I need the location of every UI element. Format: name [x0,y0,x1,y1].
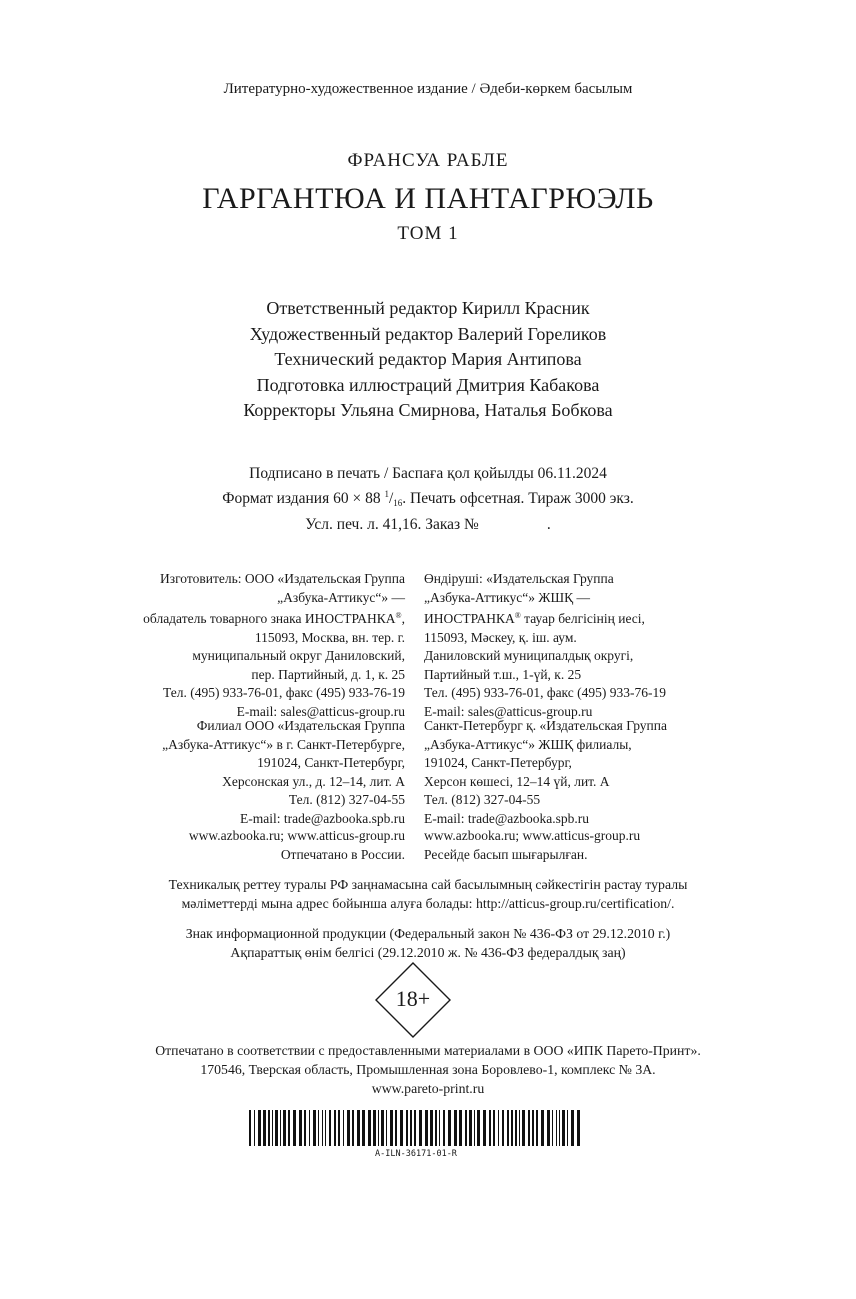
barcode-bar [571,1110,574,1146]
barcode-bar [414,1110,416,1146]
barcode-bar [381,1110,384,1146]
barcode-icon [249,1110,583,1146]
branch-kz-line: Тел. (812) 327-04-55 [424,792,541,807]
barcode-bar [547,1110,550,1146]
age-rating-badge [375,962,451,1038]
barcode-bar [528,1110,530,1146]
barcode-bar [443,1110,445,1146]
manufacturer-ru-line [143,607,405,629]
barcode-bar [390,1110,393,1146]
format-slash: / [388,490,394,507]
barcode-bar [556,1110,557,1146]
barcode-bar [489,1110,491,1146]
manufacturer-kz-email: E-mail: sales@atticus-group.ru [424,703,593,719]
website-links: www.azbooka.ru; www.atticus-group.ru [188,828,405,843]
barcode-bar [318,1110,319,1146]
barcode-bar [322,1110,323,1146]
barcode-bar [515,1110,517,1146]
barcode-bar [368,1110,371,1146]
manufacturer-ru-line: 115093, Москва, вн. тер. г. [254,629,405,645]
barcode-bar [283,1110,286,1146]
manufacturer-kz-line: Өндіруші: «Издательская Группа [424,571,614,586]
barcode-bar [263,1110,266,1146]
manufacturer-ru-line: Тел. (495) 933-76-01, факс (495) 933-76-19 [162,685,405,700]
barcode-bar [272,1110,273,1146]
book-title: ГАРГАНТЮА И ПАНТАГРЮЭЛЬ [202,182,654,215]
manufacturer-ru-email: E-mail: sales@atticus-group.ru [236,703,405,719]
branch-kz [424,717,667,828]
volume-label: ТОМ 1 [397,223,459,244]
info-sign-line: Знак информационной продукции (Федеральный закон № 436-ФЗ от 29.12.2010 г.) [185,926,671,941]
barcode-bar [454,1110,457,1146]
barcode-bar [249,1110,251,1146]
barcode-bar [502,1110,504,1146]
trademark-suffix: тауар белгісінің иесі, [520,611,645,626]
trademark-text: ИНОСТРАНКА [424,611,515,626]
manufacturer-kz-line: 115093, Мәскеу, қ. іш. аум. [424,629,577,645]
barcode-bar [378,1110,379,1146]
barcode-bar [334,1110,336,1146]
staff-credits [0,296,856,424]
manufacturer-ru-line: муниципальный округ Даниловский, [192,648,405,663]
manufacturer-kz-line [424,607,666,629]
manufacturer-ru-line: пер. Партийный, д. 1, к. 25 [251,666,405,682]
barcode-bar [536,1110,538,1146]
branch-kz-email: E-mail: trade@azbooka.spb.ru [424,810,589,826]
barcode-bar [507,1110,509,1146]
printer-url: www.pareto-print.ru [371,1081,485,1096]
barcode-bar [406,1110,408,1146]
barcode-bar [299,1110,302,1146]
barcode-bar [439,1110,440,1146]
manufacturer-kz [424,570,666,721]
genre-line: Литературно-художественное издание / Әдеби-көркем басылым [223,81,633,97]
barcode-bar [293,1110,296,1146]
branch-ru-email: E-mail: trade@azbooka.spb.ru [240,810,405,826]
manufacturer-ru-line: Изготовитель: ООО «Издательская Группа [160,571,405,586]
barcode-bar [448,1110,451,1146]
barcode-label: A-ILN-36171-01-R [375,1149,457,1159]
barcode-bar [400,1110,403,1146]
certification-note [0,876,856,913]
usl-line [0,514,856,535]
staff-line: Художественный редактор Валерий Гореликов [249,323,607,344]
barcode-bar [552,1110,553,1146]
barcode-bar [493,1110,495,1146]
barcode-bar [275,1110,278,1146]
manufacturer-kz-line: Даниловский муниципалдық округі, [424,648,634,663]
barcode-bar [511,1110,513,1146]
format-suffix: . Печать офсетная. Тираж 3000 экз. [402,490,634,507]
barcode-bar [577,1110,580,1146]
trademark-text: обладатель товарного знака ИНОСТРАНКА [143,611,396,626]
barcode-bar [483,1110,486,1146]
websites-kz [424,827,640,864]
format-denominator: 16 [393,498,403,508]
barcode-bar [343,1110,344,1146]
info-sign-note [0,925,856,962]
manufacturer-kz-line: Тел. (495) 933-76-01, факс (495) 933-76-19 [424,685,667,700]
barcode-bar [362,1110,365,1146]
staff-line: Подготовка иллюстраций Дмитрия Кабакова [256,374,600,395]
websites-ru [189,827,405,864]
format-line [0,484,856,514]
barcode-bar [329,1110,331,1146]
printer-line: 170546, Тверская область, Промышленная зона Боровлево-1, комплекс № 3А. [200,1062,656,1077]
barcode-bar [474,1110,475,1146]
barcode-bar [288,1110,290,1146]
branch-ru-line: „Азбука-Аттикус“» в г. Санкт-Петербурге, [162,736,405,752]
barcode-bar [325,1110,326,1146]
author-name: ФРАНСУА РАБЛЕ [347,150,509,171]
registered-mark: ® [514,611,521,620]
barcode-bar [386,1110,387,1146]
barcode-bar [562,1110,565,1146]
barcode-bar [352,1110,354,1146]
branch-kz-line: 191024, Санкт-Петербург, [424,755,572,770]
barcode-bar [522,1110,525,1146]
barcode-bar [465,1110,467,1146]
printer-info [0,1041,856,1098]
format-numerator: 1 [384,489,389,499]
barcode-bar [254,1110,255,1146]
branch-kz-line: Санкт-Петербург қ. «Издательская Группа [424,718,667,733]
registered-mark: ® [395,611,402,620]
branch-ru-line: 191024, Санкт-Петербург, [257,755,405,770]
branch-ru-line: Филиал ООО «Издательская Группа [196,718,405,733]
manufacturer-ru-line: „Азбука-Аттикус“» — [277,589,405,605]
staff-line: Ответственный редактор Кирилл Красник [266,298,590,318]
trademark-comma: , [401,611,405,626]
signed-line: Подписано в печать / Баспаға қол қойылды 06.11.2024 [249,465,607,482]
age-rating-text: 18+ [395,986,431,1011]
printer-line: Отпечатано в соответствии с предоставленными материалами в ООО «ИПК Парето-Принт». [155,1043,701,1058]
branch-kz-line: „Азбука-Аттикус“» ЖШҚ филиалы, [424,736,632,752]
manufacturer-kz-line: Партийный т.ш., 1-үй, к. 25 [424,666,582,682]
barcode-bar [425,1110,428,1146]
barcode-bar [519,1110,520,1146]
printed-in: Отпечатано в России. [280,846,405,862]
barcode-bar [313,1110,316,1146]
branch-kz-line: Херсон көшесі, 12–14 үй, лит. А [424,773,610,789]
barcode-bar [498,1110,499,1146]
barcode-bar [435,1110,437,1146]
print-info [0,463,856,535]
manufacturer-ru [143,570,405,721]
barcode-bar [469,1110,472,1146]
barcode-bar [567,1110,568,1146]
info-sign-line: Ақпараттық өнім белгісі (29.12.2010 ж. № 436-ФЗ федералдық заң) [230,944,626,960]
staff-line: Корректоры Ульяна Смирнова, Наталья Бобкова [243,400,613,420]
barcode-bar [357,1110,360,1146]
barcode-bar [258,1110,261,1146]
barcode-bar [280,1110,281,1146]
certification-line: Техникалық реттеу туралы РФ заңнамасына сай басылымның сәйкестігін растау туралы [168,877,688,892]
branch-ru-line: Херсонская ул., д. 12–14, лит. А [222,773,405,789]
barcode-bar [410,1110,412,1146]
barcode-bar [338,1110,340,1146]
staff-line: Технический редактор Мария Антипова [274,349,582,369]
barcode-bar [430,1110,433,1146]
barcode-bar [477,1110,480,1146]
barcode-bar [373,1110,376,1146]
barcode-bar [541,1110,544,1146]
barcode-bar [268,1110,270,1146]
manufacturer-kz-line: „Азбука-Аттикус“» ЖШҚ — [424,589,590,605]
barcode-bar [309,1110,310,1146]
barcode-bar [395,1110,397,1146]
branch-ru [162,717,405,828]
barcode-bar [347,1110,350,1146]
branch-ru-line: Тел. (812) 327-04-55 [288,792,405,807]
website-links: www.azbooka.ru; www.atticus-group.ru [424,828,641,843]
barcode-bar [419,1110,422,1146]
usl-text: Усл. печ. л. 41,16. Заказ № [305,516,479,533]
format-prefix: Формат издания 60 × 88 [222,490,385,507]
certification-line: мәліметтерді мына адрес бойынша алуға болады: http://atticus-group.ru/certification/. [181,895,675,911]
barcode-bar [532,1110,534,1146]
barcode-bar [559,1110,560,1146]
barcode-bar [304,1110,306,1146]
printed-in: Ресейде басып шығарылған. [424,846,588,862]
barcode-bar [459,1110,462,1146]
usl-end: . [546,516,551,533]
